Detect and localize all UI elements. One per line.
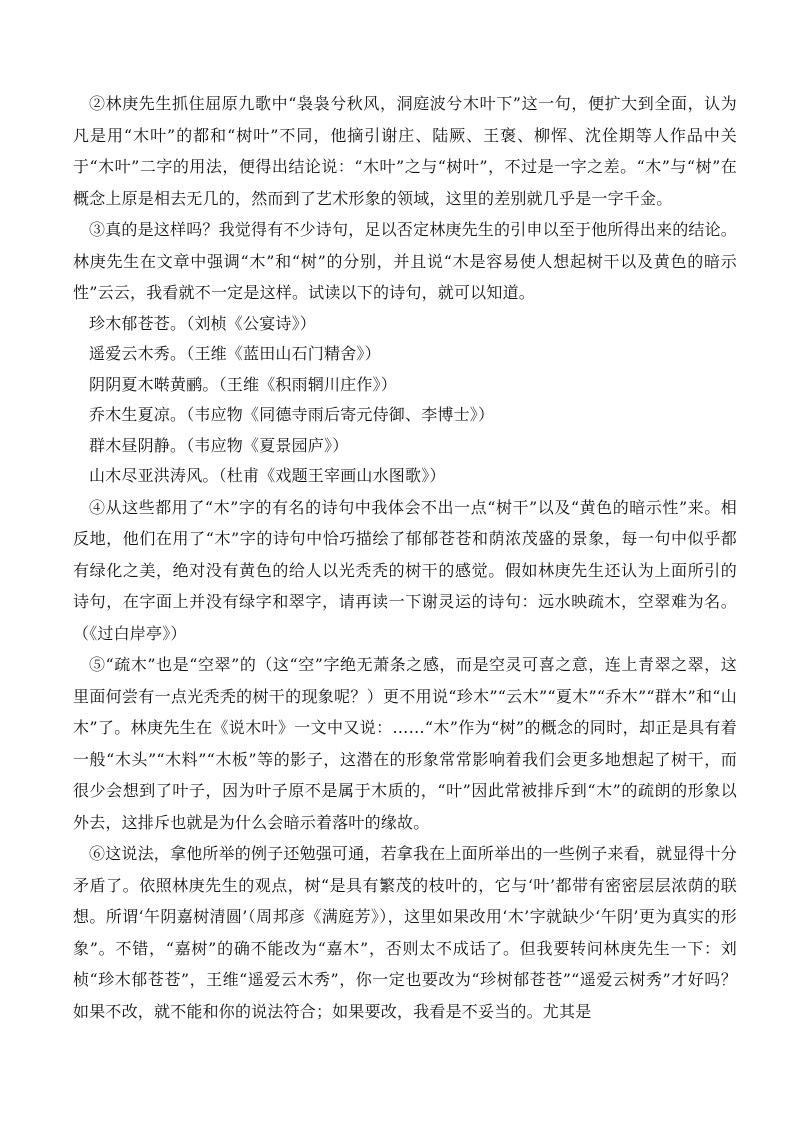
paragraph-6: ⑥这说法，拿他所举的例子还勉强可通，若拿我在上面所举出的一些例子来看，就显得十分矛盾了。依照林庚先生的观点，树“是具有繁茂的枝叶的，它与‘叶’都带有密密层层浓荫的联想。所谓‘午阴嘉树清圆’（周邦彦《满庭芳》），这里如果改用‘木’字就缺少‘午阴’更为真实的形象”。不错，“嘉树”的确不能改为“嘉木”，否则太不成话了。但我要转问林庚先生一下：刘桢“珍木郁苍苍”，王维“遥爱云木秀”，你一定也要改为“珍树郁苍苍”“遥爱云树秀”才好吗？如果不改，就不能和你的说法符合；如果要改，我看是不妥当的。尤其是 (73, 844, 738, 1021)
article-body (73, 88, 737, 1027)
paragraph-5: ⑤“疏木”也是“空翠”的（这“空”字绝无萧条之感，而是空灵可喜之意，连上青翠之翠，这里面何尝有一点光秃秃的树干的现象呢？）更不用说“珍木”“云木”“夏木”“乔木”“群木”和“山木”了。林庚先生在《说木叶》一文中又说：……“木”作为“树”的概念的同时，却正是具有着一般“木头”“木料”“木板”等的影子，这潜在的形象常常影响着我们会更多地想起了树干，而很少会想到了叶子，因为叶子原不是属于木质的，“叶”因此常被排斥到“木”的疏朗的形象以外去，这排斥也就是为什么会暗示着落叶的缘故。 (73, 655, 737, 832)
poem-line: 群木昼阴静。（韦应物《夏景园庐》） (89, 435, 349, 455)
poem-list (73, 309, 737, 492)
poem-line: 阴阴夏木啭黄鹂。（王维《积雨辋川庄作》） (89, 374, 398, 394)
poem-line: 山木尽亚洪涛风。（杜甫《戏题王宰画山水图歌》） (89, 466, 446, 485)
paragraph-4: ④从这些都用了“木”字的有名的诗句中我体会不出一点“树干”以及“黄色的暗示性”来。相反地，他们在用了“木”字的诗句中恰巧描绘了郁郁苍苍和荫浓茂盛的景象，每一句中似乎都有绿化之美，绝对没有黄色的给人以光秃秃的树干的感觉。假如林庚先生还认为上面所引的诗句，在字面上并没有绿字和翠字，请再读一下谢灵运的诗句：远水映疏木，空翠难为名。（《过白岸亭》） (73, 497, 737, 643)
poem-line: 珍木郁苍苍。（刘桢《公宴诗》） (89, 313, 317, 333)
paragraph-3: ③真的是这样吗？我觉得有不少诗句，足以否定林庚先生的引申以至于他所得出来的结论。林庚先生在文章中强调“木”和“树”的分别，并且说“木是容易使人想起树干以及黄色的暗示性”云云，我看就不一定是这样。试读以下的诗句，就可以知道。 (73, 220, 738, 302)
poem-line: 遥爱云木秀。（王维《蓝田山石门精舍》） (89, 344, 381, 363)
paragraph-2: ②林庚先生抓住屈原九歌中“袅袅兮秋风，洞庭波兮木叶下”这一句，便扩大到全面，认为凡是用“木叶”的都和“树叶”不同，他摘引谢庄、陆厥、王褒、柳恽、沈佺期等人作品中关于“木叶”二字的用法，便得出结论说：“木叶”之与“树叶”，不过是一字之差。“木”与“树”在概念上原是相去无几的，然而到了艺术形象的领域，这里的差别就几乎是一字千金。 (73, 94, 737, 208)
poem-line: 乔木生夏凉。（韦应物《同德寺雨后寄元侍御、李博士》） (89, 405, 495, 424)
